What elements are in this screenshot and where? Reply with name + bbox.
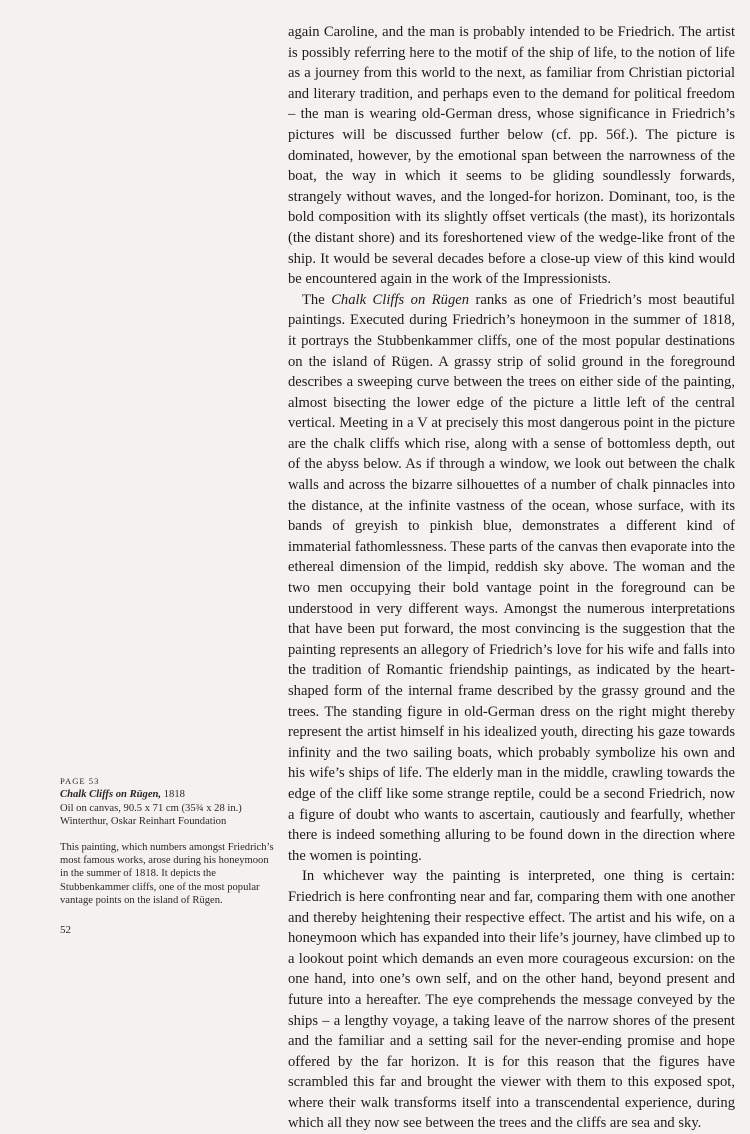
page-number: 52 xyxy=(60,924,71,936)
caption-collection: Winterthur, Oskar Reinhart Foundation xyxy=(60,816,227,828)
paragraph-2-prefix: The xyxy=(302,291,332,308)
caption-page-ref: PAGE 53 xyxy=(60,776,100,786)
main-text-column xyxy=(288,22,735,1134)
paragraph-1: again Caroline, and the man is probably intended to be Friedrich. The artist is possibly referring here to the motif of the ship of life, to the notion of life as a journey from this world to the next, as familiar from Christian pictorial and literary tradition, and perhaps even to the demand for political freedom – the man is wearing old-German dress, whose significance in Friedrich’s pictures will be discussed further below (cf. pp. 56f.). The picture is dominated, however, by the emotional span between the narrowness of the boat, the way in which it seems to be gliding soundlessly forwards, strangely without waves, and the longed-for horizon. Dominant, too, is the bold composition with its slightly offset verticals (the mast), its horizontals (the distant shore) and its foreshortened view of the wedge-like front of the ship. It would be several decades before a close-up view of this kind would be encountered again in the work of the Impressionists. xyxy=(288,24,735,288)
paragraph-3: In whichever way the painting is interpreted, one thing is certain: Friedrich is here confronting near and far, comparing them with one another and thereby heightening their respective effect. The artist and his wife, on a honeymoon which has expanded into their life’s journey, have climbed up to a lookout point which demands an even more courageous excursion: on the one hand, into one’s own self, and on the other hand, beyond present and future into a hereafter. The eye comprehends the message conveyed by the ships – a lengthy voyage, a taking leave of the narrow shores of the present and the familiar and a setting sail for the never-ending promise and hope offered by the far horizon. It is for this reason that the figures have scrambled this far and brought the viewer with them to this exposed spot, where their walk transforms itself into a transcendental experience, during which all they now see between the trees and the cliffs are sea and sky. xyxy=(288,868,735,1132)
caption-title-line xyxy=(60,788,275,801)
caption-title: Chalk Cliffs on Rügen, xyxy=(60,789,162,801)
painting-title-inline: Chalk Cliffs on Rügen xyxy=(331,291,470,308)
caption-year: 1818 xyxy=(161,789,185,801)
caption-medium: Oil on canvas, 90.5 x 71 cm (35¾ x 28 in.) xyxy=(60,802,242,814)
caption-description: This painting, which numbers amongst Friedrich’s most famous works, arose during his honeymoon in the summer of 1818. It depicts the Stubbenkammer cliffs, one of the most popular vantage points on the island of Rügen. xyxy=(60,841,274,907)
figure-caption xyxy=(60,775,275,908)
paragraph-2 xyxy=(288,290,735,867)
paragraph-2-body: ranks as one of Friedrich’s most beautiful paintings. Executed during Friedrich’s honeymoon in the summer of 1818, it portrays the Stubbenkammer cliffs, one of the most popular destinations on the island of Rügen. A grassy strip of solid ground in the foreground describes a sweeping curve between the trees on either side of the painting, almost bisecting the lower edge of the picture a little left of the central vertical. Meeting in a V at precisely this most dangerous point in the picture are the chalk cliffs which rise, along with a sense of bottomless depth, out of the abyss below. As if through a window, we look out between the chalk walls and across the bizarre silhouettes of a number of chalk pinnacles into the distance, at the infinite vastness of the ocean, whose surface, with its bands of greyish to pinkish blue, demonstrates a different kind of immaterial fathomlessness. These parts of the canvas then evaporate into the ethereal dimension of the limpid, reddish sky above. The woman and the two men occupying their bold vantage point in the foreground can be understood in very different ways. Amongst the numerous interpretations that have been put forward, the most convincing is the suggestion that the painting represents an allegory of Friedrich’s love for his wife and falls into the tradition of Romantic friendship paintings, as indicated by the heart-shaped form of the internal frame described by the grassy ground and the trees. The standing figure in old-German dress on the right might thereby represent the artist himself in his idealized youth, directing his gaze towards infinity and the two sailing boats, which probably symbolize his own and his wife’s ships of life. The elderly man in the middle, crawling towards the edge of the cliff like some strange reptile, could be a second Friedrich, now a figure of doubt who wants to ascertain, cautiously and fearfully, whether there is indeed something alluring to be found down in the direction where the women is pointing. xyxy=(288,291,735,864)
